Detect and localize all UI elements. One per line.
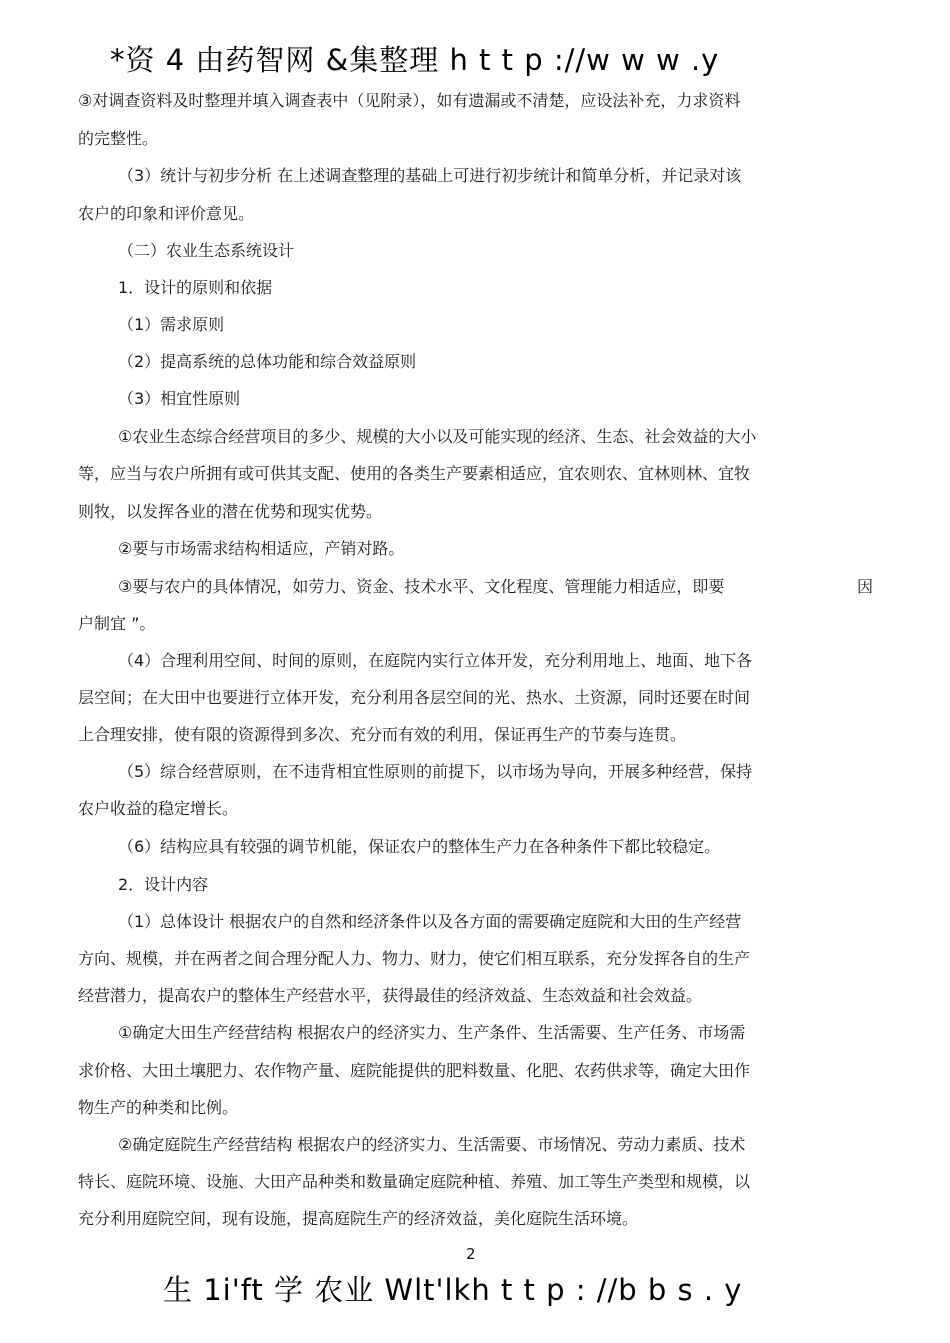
list-item: （2）提高系统的总体功能和综合效益原则 [118,352,417,371]
paragraph-line: ②确定庭院生产经营结构 根据农户的经济实力、生活需要、市场情况、劳动力素质、技术 [118,1135,746,1154]
paragraph-line: 农户收益的稳定增长。 [78,799,239,818]
paragraph-line: 农户的印象和评价意见。 [78,204,255,223]
paragraph-line: ③要与农户的具体情况，如劳力、资金、技术水平、文化程度、管理能力相适应，即要 [118,577,725,596]
section-heading: （二）农业生态系统设计 [118,241,295,260]
paragraph-line: 求价格、大田土壤肥力、农作物产量、庭院能提供的肥料数量、化肥、农药供求等，确定大田作 [78,1061,751,1080]
paragraph-line: 方向、规模，并在两者之间合理分配人力、物力、财力，使它们相互联系，充分发挥各自的生产 [78,949,751,968]
list-item: （3）相宜性原则 [118,389,241,408]
paragraph-line: 上合理安排，使有限的资源得到多次、充分而有效的利用，保证再生产的节奏与连贯。 [78,725,687,744]
paragraph-line: 等，应当与农户所拥有或可供其支配、使用的各类生产要素相适应，宜农则农、宜林则林、宜牧 [78,464,751,483]
paragraph-line: 因 [857,577,874,596]
paragraph-line: ③对调查资料及时整理并填入调查表中（见附录），如有遗漏或不清楚，应设法补充，力求资料 [78,91,741,110]
paragraph-line: ②要与市场需求结构相适应，产销对路。 [118,539,405,558]
paragraph-line: 的完整性。 [78,129,159,148]
paragraph-line: 层空间；在大田中也要进行立体开发，充分利用各层空间的光、热水、土资源，同时还要在时间 [78,688,751,707]
paragraph-line: （5）综合经营原则，在不违背相宜性原则的前提下，以市场为导向，开展多种经营，保持 [118,762,753,781]
list-item: （1）需求原则 [118,315,225,334]
paragraph-line: ①农业生态综合经营项目的多少、规模的大小以及可能实现的经济、生态、社会效益的大小 [118,427,757,446]
footer-watermark: 生 1i'ft 学 农业 Wlt'lkh t t p : //b b s . y [163,1273,743,1307]
subsection-heading: 2．设计内容 [118,875,209,894]
paragraph-line: 充分利用庭院空间，现有设施，提高庭院生产的经济效益，美化庭院生活环境。 [78,1209,639,1228]
paragraph-line: 特长、庭院环境、设施、大田产品种类和数量确定庭院种植、养殖、加工等生产类型和规模，以 [78,1172,751,1191]
paragraph-line: 户制宜 ”。 [78,614,156,633]
paragraph-line: 经营潜力，提高农户的整体生产经营水平，获得最佳的经济效益、生态效益和社会效益。 [78,986,703,1005]
paragraph-line: ①确定大田生产经营结构 根据农户的经济实力、生产条件、生活需要、生产任务、市场需 [118,1023,746,1042]
paragraph-line: （6）结构应具有较强的调节机能，保证农户的整体生产力在各种条件下都比较稳定。 [118,837,721,856]
header-watermark: *资 4 由药智网 &集整理 h t t p ://w w w .y [110,43,720,77]
paragraph-line: 物生产的种类和比例。 [78,1098,239,1117]
subsection-heading: 1．设计的原则和依据 [118,278,273,297]
paragraph-line: 则牧，以发挥各业的潜在优势和现实优势。 [78,502,383,521]
paragraph-line: （1）总体设计 根据农户的自然和经济条件以及各方面的需要确定庭院和大田的生产经营 [118,912,742,931]
page-number: 2 [466,1245,476,1263]
paragraph-line: （3）统计与初步分析 在上述调查整理的基础上可进行初步统计和简单分析，并记录对该 [118,166,742,185]
paragraph-line: （4）合理利用空间、时间的原则，在庭院内实行立体开发，充分利用地上、地面、地下各 [118,651,753,670]
